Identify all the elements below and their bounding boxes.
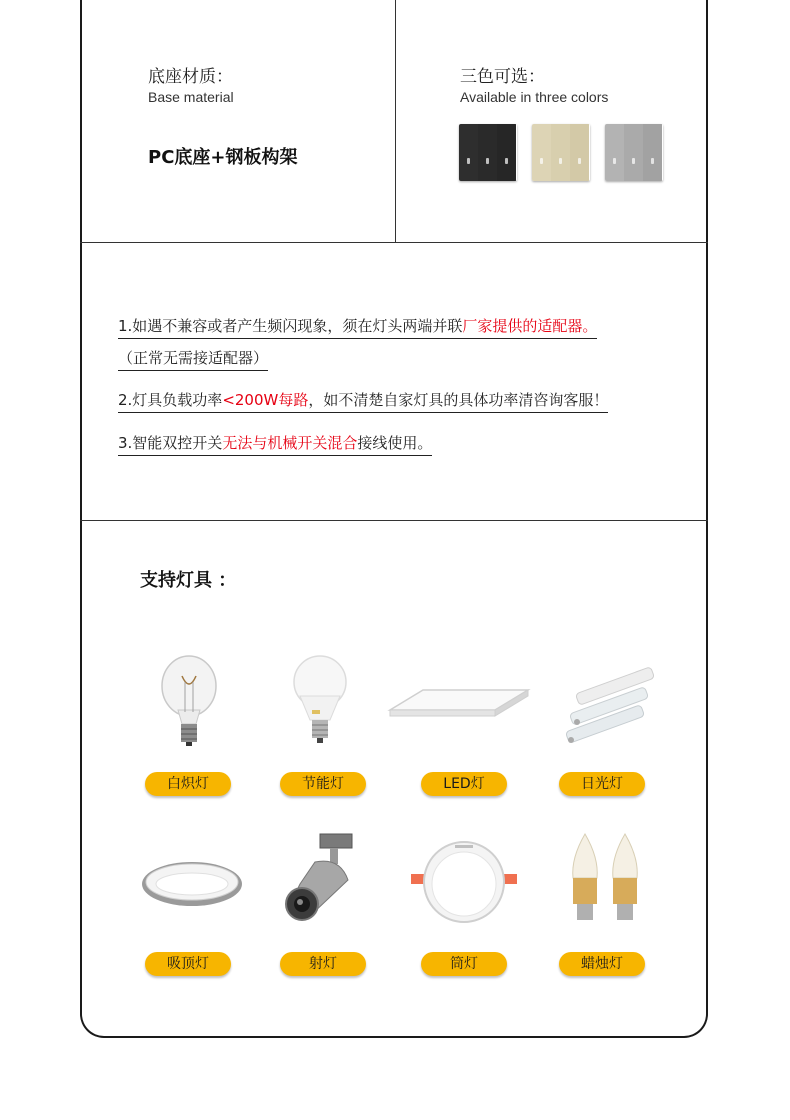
lamp-label-incandescent: 白炽灯	[145, 772, 231, 796]
note-3: 3.智能双控开关无法与机械开关混合接线使用。	[118, 432, 432, 456]
base-material-label: 底座材质：	[148, 67, 233, 87]
lamp-label-fluorescent: 日光灯	[559, 772, 645, 796]
panel-light-icon	[385, 652, 535, 752]
colors-label-en: Available in three colors	[460, 89, 609, 105]
column-divider	[395, 0, 396, 242]
note-1: 1.如遇不兼容或者产生频闪现象，须在灯头两端并联厂家提供的适配器。	[118, 315, 597, 339]
color-swatch-black	[459, 124, 517, 181]
section-divider-bottom	[80, 520, 708, 521]
section-divider-top	[80, 242, 708, 243]
base-material-label-en: Base material	[148, 89, 234, 105]
led-bulb-icon	[265, 652, 375, 752]
supported-lamps-title: 支持灯具 ：	[140, 570, 237, 591]
lamp-label-spotlight: 射灯	[280, 952, 366, 976]
colors-label: 三色可选：	[460, 67, 545, 87]
color-swatch-gold	[532, 124, 590, 181]
downlight-icon	[405, 838, 525, 938]
note-1-sub: （正常无需接适配器）	[118, 347, 268, 371]
base-material-value: PC底座+钢板构架	[148, 147, 298, 168]
ceiling-light-icon	[138, 838, 248, 938]
note-2: 2.灯具负载功率<200W每路，如不清楚自家灯具的具体功率清咨询客服！	[118, 389, 608, 413]
candle-bulb-icon	[555, 828, 665, 928]
lamp-label-led: LED灯	[421, 772, 507, 796]
incandescent-bulb-icon	[134, 652, 244, 752]
color-swatch-silver	[605, 124, 663, 181]
lamp-label-ceiling: 吸顶灯	[145, 952, 231, 976]
tube-light-icon	[555, 652, 665, 752]
lamp-label-energy-saving: 节能灯	[280, 772, 366, 796]
lamp-label-downlight: 筒灯	[421, 952, 507, 976]
lamp-label-candle: 蜡烛灯	[559, 952, 645, 976]
spotlight-icon	[270, 832, 380, 932]
